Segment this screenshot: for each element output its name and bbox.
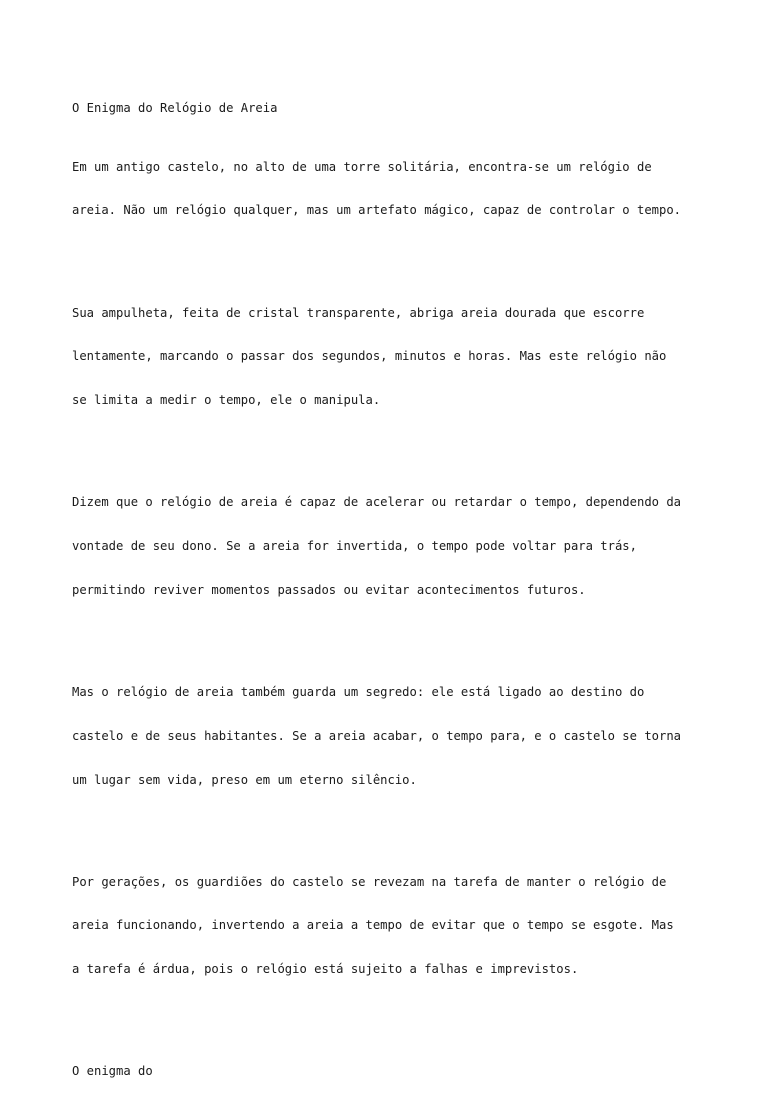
document-title: O Enigma do Relógio de Areia bbox=[72, 101, 278, 116]
document-body bbox=[72, 72, 712, 1108]
paragraph-4-line-1: Mas o relógio de areia também guarda um segredo: ele está ligado ao destino do bbox=[72, 684, 645, 699]
paragraph-3-line-1: Dizem que o relógio de areia é capaz de acelerar ou retardar o tempo, dependendo da bbox=[72, 495, 682, 510]
paragraph-gap bbox=[72, 437, 712, 452]
paragraph-5-line-1: Por gerações, os guardiões do castelo se revezam na tarefa de manter o relógio de bbox=[72, 874, 667, 889]
paragraph-1-line-1: Em um antigo castelo, no alto de uma torre solitária, encontra-se um relógio de bbox=[72, 159, 652, 174]
paragraph-2-line-1: Sua ampulheta, feita de cristal transparente, abriga areia dourada que escorre bbox=[72, 305, 645, 320]
paragraph-5-line-2: areia funcionando, invertendo a areia a tempo de evitar que o tempo se esgote. Mas bbox=[72, 918, 674, 933]
paragraph-gap bbox=[72, 816, 712, 831]
paragraph-4-line-2: castelo e de seus habitantes. Se a areia acabar, o tempo para, e o castelo se torna bbox=[72, 728, 682, 743]
paragraph-4-line-3: um lugar sem vida, preso em um eterno silêncio. bbox=[72, 772, 417, 787]
paragraph-5-line-3: a tarefa é árdua, pois o relógio está sujeito a falhas e imprevistos. bbox=[72, 962, 579, 977]
paragraph-gap bbox=[72, 627, 712, 642]
paragraph-gap bbox=[72, 1006, 712, 1021]
paragraph-6-line-1: O enigma do bbox=[72, 1064, 153, 1079]
paragraph-3-line-3: permitindo reviver momentos passados ou evitar acontecimentos futuros. bbox=[72, 582, 586, 597]
paragraph-2-line-3: se limita a medir o tempo, ele o manipula. bbox=[72, 393, 381, 408]
paragraph-3-line-2: vontade de seu dono. Se a areia for invertida, o tempo pode voltar para trás, bbox=[72, 539, 637, 553]
paragraph-gap bbox=[72, 247, 712, 262]
paragraph-1-line-2: areia. Não um relógio qualquer, mas um artefato mágico, capaz de controlar o tempo. bbox=[72, 203, 682, 218]
paragraph-2-line-2: lentamente, marcando o passar dos segundos, minutos e horas. Mas este relógio não bbox=[72, 349, 667, 364]
